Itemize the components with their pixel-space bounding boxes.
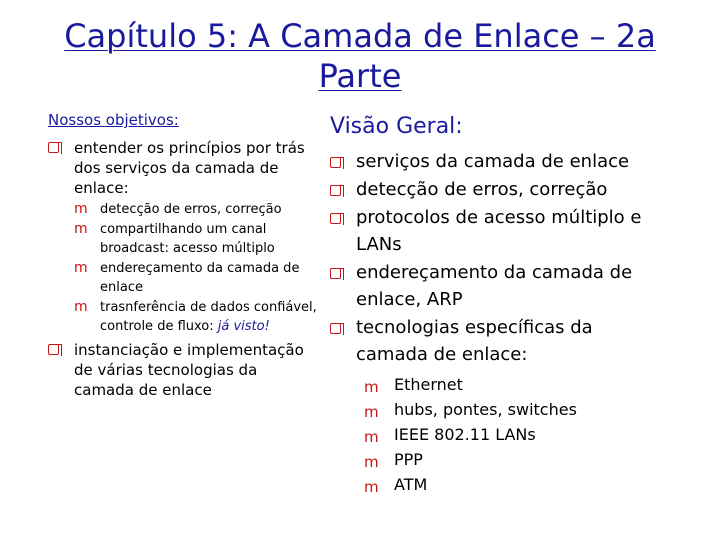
- objectives-column: [48, 110, 320, 402]
- objective-subitem-text: compartilhando um canal broadcast: acesso múltiplo: [100, 222, 275, 256]
- overview-item-text: serviços da camada de enlace: [356, 151, 630, 172]
- objective-subitem: [74, 220, 320, 258]
- objective-text: entender os princípios por trás dos serviços da camada de enlace:: [74, 139, 305, 197]
- checkbox-bullet-icon: [48, 344, 59, 355]
- overview-item: [330, 204, 660, 258]
- objective-subitem-text: trasnferência de dados confiável, controle de fluxo:: [100, 300, 317, 334]
- objective-text: instanciação e implementação de várias tecnologias da camada de enlace: [74, 341, 304, 399]
- technology-item-text: hubs, pontes, switches: [394, 400, 577, 419]
- overview-item-text: protocolos de acesso múltiplo e LANs: [356, 207, 642, 255]
- technology-item: [364, 422, 660, 447]
- m-bullet-icon: m: [74, 260, 88, 276]
- objective-item: [48, 138, 320, 336]
- m-bullet-icon: m: [364, 403, 379, 421]
- overview-item-text: tecnologias específicas da camada de enlace:: [356, 317, 593, 365]
- objective-item: [48, 340, 320, 400]
- overview-item: [330, 314, 660, 368]
- objectives-heading: Nossos objetivos:: [48, 111, 179, 129]
- checkbox-bullet-icon: [330, 185, 341, 196]
- overview-item: [330, 176, 660, 203]
- objectives-list: [48, 138, 320, 400]
- technology-item-text: Ethernet: [394, 375, 463, 394]
- m-bullet-icon: m: [364, 478, 379, 496]
- overview-item-text: endereçamento da camada de enlace, ARP: [356, 262, 633, 310]
- m-bullet-icon: m: [74, 299, 88, 315]
- overview-list: [330, 148, 660, 368]
- technology-item-text: IEEE 802.11 LANs: [394, 425, 536, 444]
- m-bullet-icon: m: [364, 453, 379, 471]
- m-bullet-icon: m: [364, 378, 379, 396]
- technology-item: [364, 472, 660, 497]
- overview-item: [330, 148, 660, 175]
- objective-subitem: [74, 259, 320, 297]
- checkbox-bullet-icon: [330, 323, 341, 334]
- slide-title-line1: Capítulo 5: A Camada de Enlace – 2a: [64, 17, 656, 55]
- technology-item: [364, 372, 660, 397]
- overview-item: [330, 259, 660, 313]
- objective-subitem-text: detecção de erros, correção: [100, 202, 282, 217]
- slide-title: [0, 16, 720, 96]
- technology-item: [364, 397, 660, 422]
- m-bullet-icon: m: [74, 221, 88, 237]
- overview-heading: Visão Geral:: [330, 114, 463, 139]
- objective-sublist: [74, 200, 320, 336]
- technologies-sublist: [364, 372, 660, 497]
- slide-title-line2: Parte: [318, 57, 402, 95]
- checkbox-bullet-icon: [330, 157, 341, 168]
- checkbox-bullet-icon: [330, 213, 341, 224]
- technology-item-text: ATM: [394, 475, 428, 494]
- checkbox-bullet-icon: [330, 268, 341, 279]
- m-bullet-icon: m: [364, 428, 379, 446]
- m-bullet-icon: m: [74, 201, 88, 217]
- checkbox-bullet-icon: [48, 142, 59, 153]
- overview-column: [330, 112, 660, 497]
- already-seen-note: já visto!: [217, 319, 270, 334]
- objective-subitem: [74, 200, 320, 219]
- technology-item-text: PPP: [394, 450, 423, 469]
- overview-item-text: detecção de erros, correção: [356, 179, 608, 200]
- objective-subitem-text: endereçamento da camada de enlace: [100, 261, 300, 295]
- technology-item: [364, 447, 660, 472]
- objective-subitem: [74, 298, 320, 336]
